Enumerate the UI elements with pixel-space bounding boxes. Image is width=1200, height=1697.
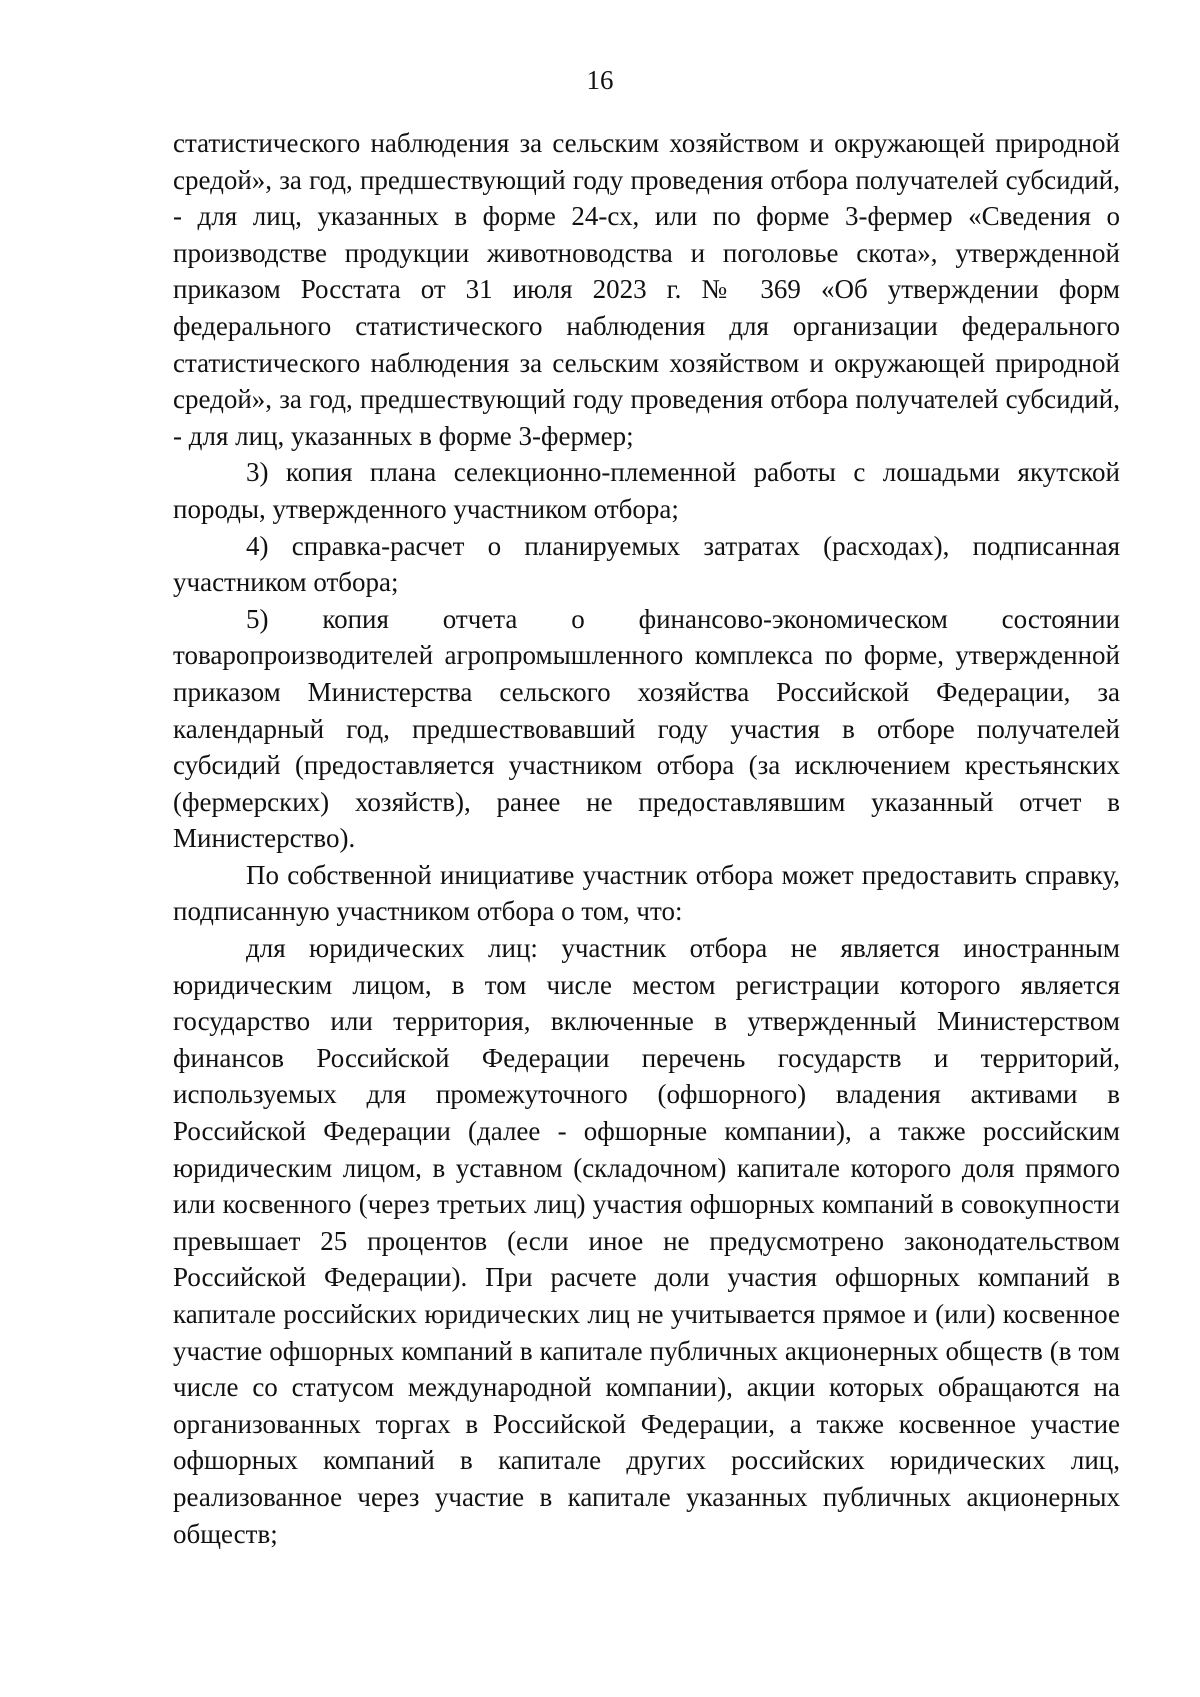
- paragraph-item-4: 4) справка-расчет о планируемых затратах (расходах), подписанная участником отбора;: [173, 530, 1120, 598]
- document-body: [173, 125, 1120, 1552]
- paragraph-item-5: 5) копия отчета о финансово-экономическом состоянии товаропроизводителей агропромышленного комплекса по форме, утвержденной приказом Министерства сельского хозяйства Российской Федерации, за календарный год, предшествовавший году участия в отборе получателей субсидий (предоставляется участником отбора (за исключением крестьянских (фермерских) хозяйств), ранее не предоставлявшим указанный отчет в Министерство).: [173, 603, 1120, 854]
- paragraph-continuation: статистического наблюдения за сельским хозяйством и окружающей природной средой», за год, предшествующий году проведения отбора получателей субсидий, - для лиц, указанных в форме 24-сх, или по форме 3-фермер «Сведения о производстве продукции животноводства и поголовье скота», утвержденной приказом Росстата от 31 июля 2023 г. № 369 «Об утверждении форм федерального статистического наблюдения для организации федерального статистического наблюдения за сельским хозяйством и окружающей природной средой», за год, предшествующий году проведения отбора получателей субсидий, - для лиц, указанных в форме 3-фермер;: [173, 128, 1120, 451]
- paragraph-legal-entities: для юридических лиц: участник отбора не является иностранным юридическим лицом, в том числе местом регистрации которого является государство или территория, включенные в утвержденный Министерством финансов Российской Федерации перечень государств и территорий, используемых для промежуточного (офшорного) владения активами в Российской Федерации (далее - офшорные компании), а также российским юридическим лицом, в уставном (складочном) капитале которого доля прямого или косвенного (через третьих лиц) участия офшорных компаний в совокупности превышает 25 процентов (если иное не предусмотрено законодательством Российской Федерации). При расчете доли участия офшорных компаний в капитале российских юридических лиц не учитывается прямое и (или) косвенное участие офшорных компаний в капитале публичных акционерных обществ (в том числе со статусом международной компании), акции которых обращаются на организованных торгах в Российской Федерации, а также косвенное участие офшорных компаний в капитале других российских юридических лиц, реализованное через участие в капитале указанных публичных акционерных обществ;: [173, 933, 1120, 1549]
- paragraph-item-3: 3) копия плана селекционно-племенной работы с лошадьми якутской породы, утвержденного участником отбора;: [173, 457, 1120, 524]
- page-number: 16: [586, 65, 614, 95]
- paragraph-initiative: По собственной инициативе участник отбора может предоставить справку, подписанную участником отбора о том, что:: [173, 859, 1120, 927]
